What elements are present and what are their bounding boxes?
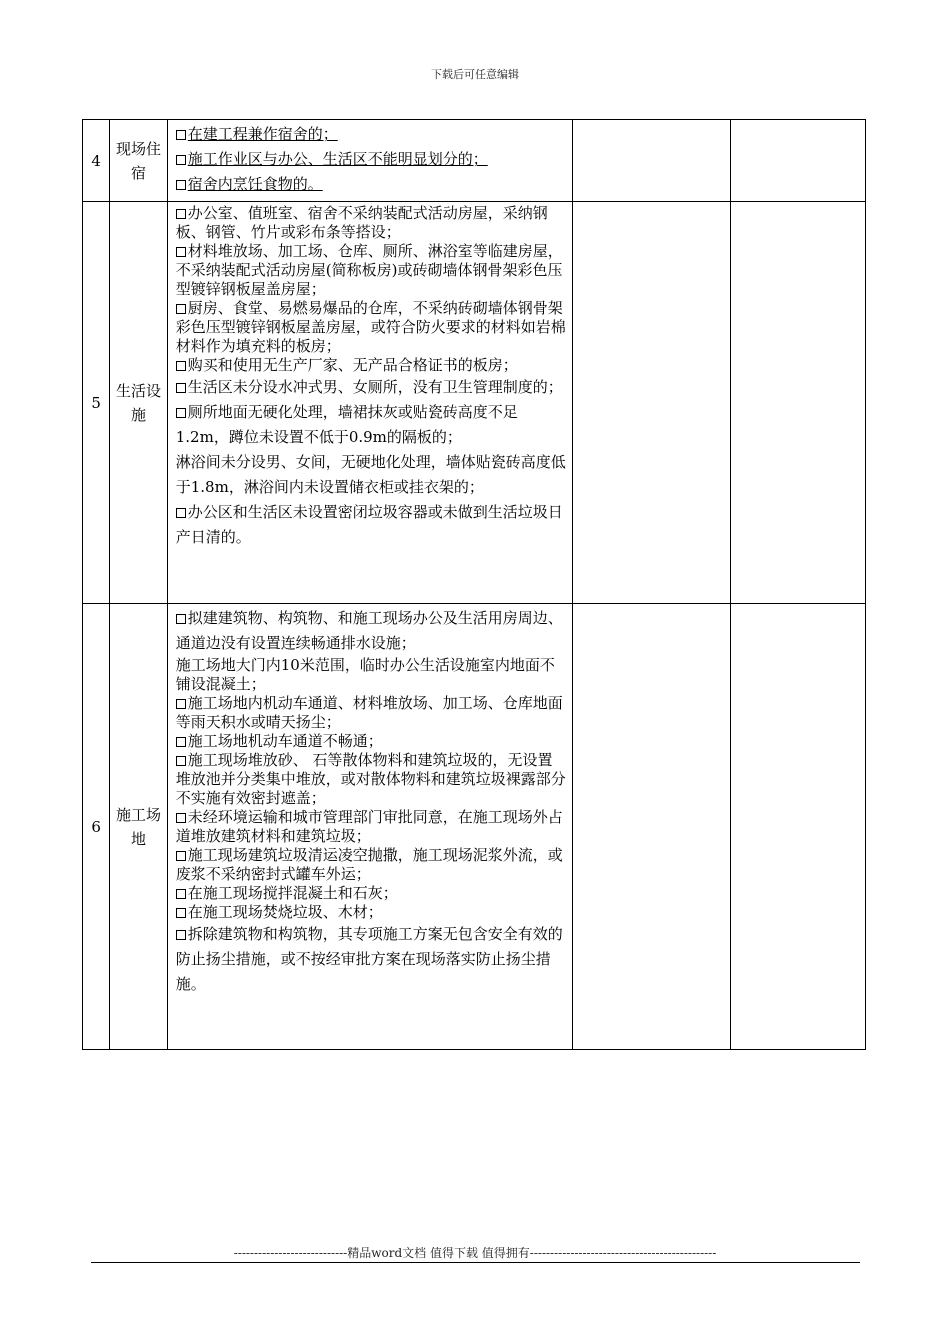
list-item: 未经环境运输和城市管理部门审批同意，在施工现场外占道堆放建筑材料和建筑垃圾； bbox=[175, 808, 563, 845]
footer-divider bbox=[91, 1262, 860, 1263]
checkbox-icon[interactable] bbox=[176, 180, 186, 190]
checkbox-icon[interactable] bbox=[176, 361, 186, 371]
remark-cell[interactable] bbox=[730, 202, 865, 604]
list-item: 施工场地内机动车通道、材料堆放场、加工场、仓库地面等雨天积水或晴天扬尘； bbox=[175, 694, 563, 731]
list-item: 办公室、值班室、宿舍不采纳装配式活动房屋，采纳钢板、钢管、竹片或彩布条等搭设； bbox=[175, 204, 548, 241]
list-item: 施工作业区与办公、生活区不能明显划分的； bbox=[176, 147, 567, 172]
checkbox-icon[interactable] bbox=[176, 614, 186, 624]
checkbox-icon[interactable] bbox=[176, 930, 186, 940]
list-item: 施工场地大门内10米范围，临时办公生活设施室内地面不铺设混凝土； bbox=[175, 656, 555, 693]
row-category: 施工场地 bbox=[110, 604, 168, 1050]
checkbox-icon[interactable] bbox=[176, 908, 186, 918]
remark-cell[interactable] bbox=[730, 604, 865, 1050]
checkbox-icon[interactable] bbox=[176, 408, 186, 418]
list-item: 购买和使用无生产厂家、无产品合格证书的板房； bbox=[176, 356, 567, 375]
table-row bbox=[83, 202, 866, 604]
row-category: 生活设施 bbox=[110, 202, 168, 604]
remark-cell[interactable] bbox=[730, 120, 865, 202]
checkbox-icon[interactable] bbox=[176, 304, 186, 314]
page-footer: ----------------------------精品word文档 值得下载 值得拥有---------------------------------------------- bbox=[233, 1246, 717, 1260]
checkbox-icon[interactable] bbox=[176, 851, 186, 861]
page-header: 下载后可任意编辑 bbox=[431, 68, 519, 81]
result-cell[interactable] bbox=[573, 120, 730, 202]
checkbox-icon[interactable] bbox=[176, 247, 186, 257]
checkbox-icon[interactable] bbox=[176, 130, 186, 140]
inspection-table bbox=[82, 119, 866, 1050]
checkbox-icon[interactable] bbox=[176, 737, 186, 747]
table-row bbox=[83, 120, 866, 202]
checkbox-icon[interactable] bbox=[176, 209, 186, 219]
list-item: 厕所地面无硬化处理，墙裙抹灰或贴瓷砖高度不足1.2m，蹲位未设置不低于0.9m的隔板的； bbox=[175, 403, 518, 446]
list-item: 拆除建筑物和构筑物，其专项施工方案无包含安全有效的防止扬尘措施，或不按经审批方案在现场落实防止扬尘措施。 bbox=[175, 925, 563, 993]
list-item: 厨房、食堂、易燃易爆品的仓库，不采纳砖砌墙体钢骨架彩色压型镀锌钢板屋盖房屋，或符合防火要求的材料如岩棉材料作为填充料的板房； bbox=[175, 299, 566, 355]
row-number: 4 bbox=[83, 120, 110, 202]
row-items bbox=[167, 604, 573, 1050]
list-item: 在建工程兼作宿舍的； bbox=[176, 122, 567, 147]
checkbox-icon[interactable] bbox=[176, 813, 186, 823]
row-category: 现场住宿 bbox=[110, 120, 168, 202]
result-cell[interactable] bbox=[573, 202, 730, 604]
list-item: 在施工现场搅拌混凝土和石灰； bbox=[176, 884, 567, 903]
checkbox-icon[interactable] bbox=[176, 756, 186, 766]
row-items bbox=[167, 120, 573, 202]
row-items bbox=[167, 202, 573, 604]
list-item: 淋浴间未分设男、女间，无硬地化处理，墙体贴瓷砖高度低于1.8m，淋浴间内未设置储衣柜或挂衣架的； bbox=[175, 453, 566, 496]
list-item: 施工场地机动车通道不畅通； bbox=[176, 732, 567, 751]
row-number: 6 bbox=[83, 604, 110, 1050]
result-cell[interactable] bbox=[573, 604, 730, 1050]
list-item: 材料堆放场、加工场、仓库、厕所、淋浴室等临建房屋，不采纳装配式活动房屋(简称板房)或砖砌墙体钢骨架彩色压型镀锌钢板屋盖房屋； bbox=[175, 242, 563, 298]
list-item: 施工现场堆放砂、 石等散体物料和建筑垃圾的，无设置堆放池并分类集中堆放，或对散体物料和建筑垃圾裸露部分不实施有效密封遮盖； bbox=[175, 751, 566, 807]
checkbox-icon[interactable] bbox=[176, 889, 186, 899]
checkbox-icon[interactable] bbox=[176, 155, 186, 165]
checkbox-icon[interactable] bbox=[176, 508, 186, 518]
list-item: 在施工现场焚烧垃圾、木材； bbox=[176, 903, 567, 922]
list-item: 宿舍内烹饪食物的。 bbox=[176, 172, 567, 197]
checkbox-icon[interactable] bbox=[176, 383, 186, 393]
table-row bbox=[83, 604, 866, 1050]
list-item: 拟建建筑物、构筑物、和施工现场办公及生活用房周边、通道边没有设置连续畅通排水设施； bbox=[175, 609, 563, 652]
list-item: 生活区未分设水冲式男、女厕所，没有卫生管理制度的； bbox=[176, 375, 567, 400]
list-item: 办公区和生活区未设置密闭垃圾容器或未做到生活垃圾日产日清的。 bbox=[175, 503, 563, 546]
checkbox-icon[interactable] bbox=[176, 699, 186, 709]
list-item: 施工现场建筑垃圾清运凌空抛撒，施工现场泥浆外流，或废浆不采纳密封式罐车外运； bbox=[175, 846, 563, 883]
row-number: 5 bbox=[83, 202, 110, 604]
